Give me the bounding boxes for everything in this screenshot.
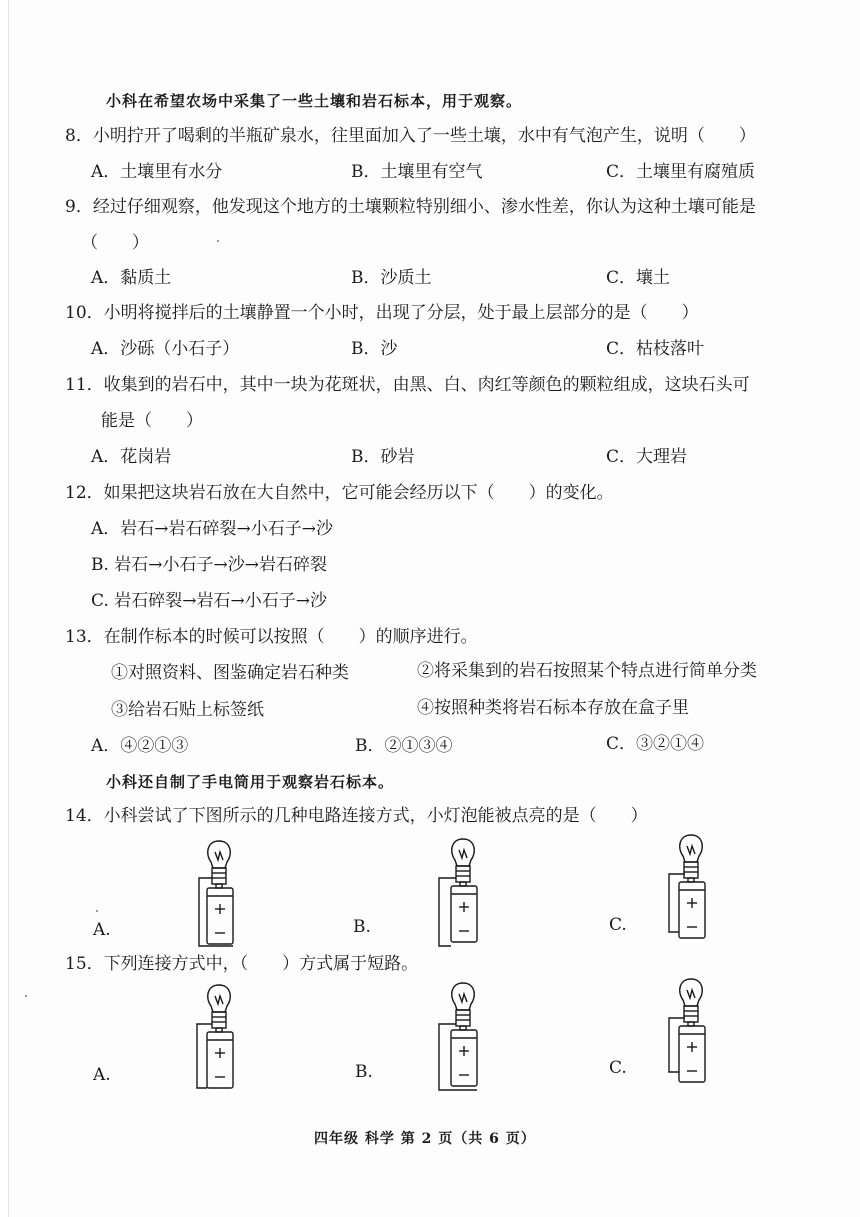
scan-speck: [25, 995, 27, 997]
question-11-option-c: C．大理岩: [606, 447, 688, 467]
question-10-option-b: B．沙: [351, 339, 398, 359]
q15-circuit-b-figure: [429, 980, 489, 1092]
question-13-step-4: ④按照种类将岩石标本存放在盒子里: [417, 698, 689, 718]
question-15-option-a: A.: [93, 1065, 111, 1085]
question-10-option-c: C．枯枝落叶: [606, 339, 705, 359]
question-8-stem: 8．小明拧开了喝剩的半瓶矿泉水，往里面加入了一些土壤，水中有气泡产生，说明（ ）: [65, 126, 756, 146]
q15-circuit-a-figure: [185, 982, 245, 1094]
question-14-option-b: B.: [353, 917, 371, 937]
question-15-stem: 15．下列连接方式中，（ ）方式属于短路。: [65, 954, 419, 974]
question-12-option-c: C. 岩石碎裂→岩石→小石子→沙: [91, 591, 327, 611]
question-11-stem-cont: 能是（ ）: [101, 411, 203, 431]
question-13-step-3: ③给岩石贴上标签纸: [111, 700, 264, 720]
question-15-option-b: B.: [355, 1062, 373, 1082]
q15-circuit-c-figure: [657, 976, 717, 1088]
page-footer: 四年级 科学 第 2 页（共 6 页）: [314, 1131, 536, 1147]
question-12-option-a: A．岩石→岩石碎裂→小石子→沙: [91, 519, 334, 539]
scan-speck: [96, 910, 98, 912]
question-8-option-b: B．土壤里有空气: [351, 162, 483, 182]
question-9-option-c: C．壤土: [606, 268, 671, 288]
question-9-option-b: B．沙质土: [351, 268, 432, 288]
exam-page: [8, 0, 860, 1217]
question-10-option-a: A．沙砾（小石子）: [91, 339, 240, 359]
question-11-stem: 11．收集到的岩石中，其中一块为花斑状，由黑、白、肉红等颜色的颗粒组成，这块石头可: [65, 375, 750, 395]
question-8-option-a: A．土壤里有水分: [91, 162, 223, 182]
question-13-option-a: A．④②①③: [91, 736, 189, 756]
q14-circuit-c-figure: [657, 832, 717, 944]
question-13-stem: 13．在制作标本的时候可以按照（ ）的顺序进行。: [65, 627, 478, 647]
scan-speck: [217, 240, 219, 242]
question-14-option-c: C.: [609, 915, 627, 935]
question-13-option-b: B．②①③④: [355, 736, 453, 756]
question-8-option-c: C．土壤里有腐殖质: [606, 162, 756, 182]
question-15-option-c: C.: [609, 1058, 627, 1078]
question-11-option-a: A．花岗岩: [91, 447, 172, 467]
question-9-stem-cont: （ ）: [81, 233, 149, 253]
q14-circuit-a-figure: [185, 838, 245, 950]
question-14-stem: 14．小科尝试了下图所示的几种电路连接方式，小灯泡能被点亮的是（ ）: [65, 806, 648, 826]
question-13-option-c: C．③②①④: [606, 734, 705, 754]
question-12-stem: 12．如果把这块岩石放在大自然中，它可能会经历以下（ ）的变化。: [65, 483, 614, 503]
question-9-stem: 9．经过仔细观察，他发现这个地方的土壤颗粒特别细小、渗水性差，你认为这种土壤可能是: [65, 197, 756, 217]
question-13-step-2: ②将采集到的岩石按照某个特点进行简单分类: [417, 661, 757, 681]
question-9-option-a: A．黏质土: [91, 268, 172, 288]
question-14-option-a: A.: [93, 920, 111, 940]
question-12-option-b: B. 岩石→小石子→沙→岩石碎裂: [91, 555, 328, 575]
intro-text-2: 小科还自制了手电筒用于观察岩石标本。: [106, 773, 395, 791]
intro-text-1: 小科在希望农场中采集了一些土壤和岩石标本，用于观察。: [106, 92, 523, 110]
question-13-step-1: ①对照资料、图鉴确定岩石种类: [111, 663, 349, 683]
q14-circuit-b-figure: [429, 836, 489, 948]
question-11-option-b: B．砂岩: [351, 447, 415, 467]
question-10-stem: 10．小明将搅拌后的土壤静置一个小时，出现了分层，处于最上层部分的是（ ）: [65, 303, 699, 323]
